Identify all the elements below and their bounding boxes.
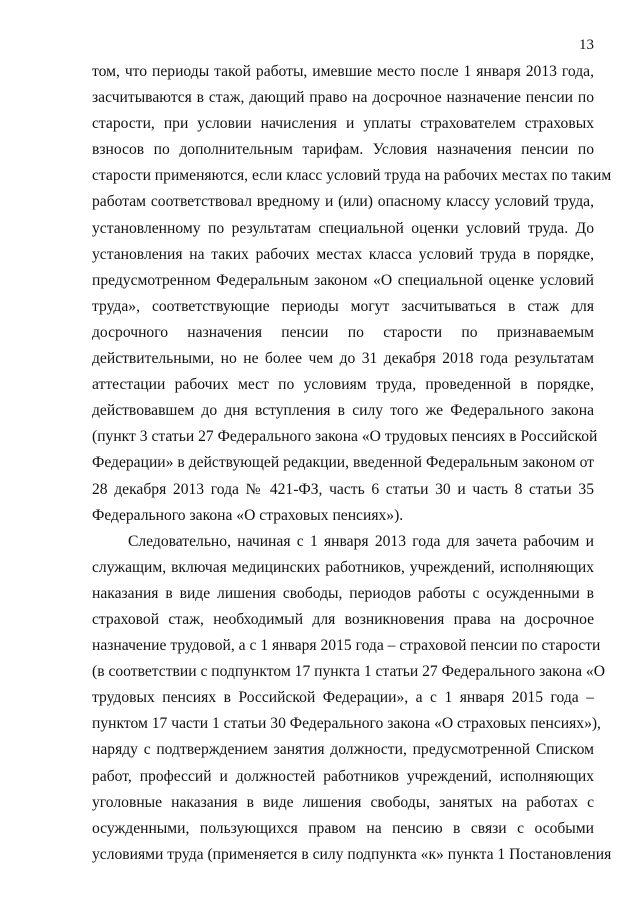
text-line: осужденными, пользующихся правом на пенсию в связи с особыми bbox=[92, 819, 594, 837]
text-line: страховой стаж, необходимый для возникновения права на досрочное bbox=[92, 610, 594, 628]
text-line: старости применяются, если класс условий труда на рабочих местах по таким bbox=[92, 167, 612, 185]
paragraph-first-line: Следовательно, начиная с 1 января 2013 года для зачета рабочим и bbox=[128, 532, 594, 550]
text-line: действительными, но не более чем до 31 декабря 2018 года результатам bbox=[92, 350, 594, 368]
text-line: пунктом 17 части 1 статьи 30 Федерального закона «О страховых пенсиях»), bbox=[92, 715, 601, 733]
text-line: предусмотренном Федеральным законом «О специальной оценке условий bbox=[92, 271, 594, 289]
text-line: наряду с подтверждением занятия должности, предусмотренной Списком bbox=[92, 741, 594, 759]
text-line: работам соответствовал вредному и (или) опасному классу условий труда, bbox=[92, 193, 594, 211]
text-line: действовавшем до дня вступления в силу того же Федерального закона bbox=[92, 402, 594, 420]
text-line: (пункт 3 статьи 27 Федерального закона «О трудовых пенсиях в Российской bbox=[92, 428, 598, 446]
text-line: аттестации рабочих мест по условиям труда, проведенной в порядке, bbox=[92, 376, 594, 394]
text-line: работ, профессий и должностей работников учреждений, исполняющих bbox=[92, 767, 594, 785]
text-line: труда», соответствующие периоды могут засчитываться в стаж для bbox=[92, 297, 594, 315]
text-line: засчитываются в стаж, дающий право на досрочное назначение пенсии по bbox=[92, 89, 594, 107]
text-line: трудовых пенсиях в Российской Федерации», а с 1 января 2015 года – bbox=[92, 689, 594, 707]
paragraph-end-line: Федерального закона «О страховых пенсиях»). bbox=[92, 506, 404, 524]
text-line: (в соответствии с подпунктом 17 пункта 1 статьи 27 Федерального закона «О bbox=[92, 663, 605, 681]
text-line: досрочного назначения пенсии по старости по признаваемым bbox=[92, 323, 594, 341]
text-line: 28 декабря 2013 года № 421-ФЗ, часть 6 статьи 30 и часть 8 статьи 35 bbox=[92, 480, 594, 498]
text-line: старости, при условии начисления и уплаты страхователем страховых bbox=[92, 115, 594, 133]
text-line: том, что периоды такой работы, имевшие место после 1 января 2013 года, bbox=[92, 63, 594, 80]
text-line: наказания в виде лишения свободы, периодов работы с осужденными в bbox=[92, 584, 594, 602]
text-line: уголовные наказания в виде лишения свободы, занятых на работах с bbox=[92, 793, 594, 811]
text-line: установления на таких рабочих местах класса условий труда в порядке, bbox=[92, 245, 594, 263]
body-text bbox=[92, 59, 612, 868]
text-line: Федерации» в действующей редакции, введенной Федеральным законом от bbox=[92, 454, 594, 472]
page-number: 13 bbox=[579, 37, 594, 53]
text-line: назначение трудовой, а с 1 января 2015 года – страховой пенсии по старости bbox=[92, 637, 601, 655]
text-line: условиями труда (применяется в силу подпункта «к» пункта 1 Постановления bbox=[92, 845, 612, 863]
text-line: служащим, включая медицинских работников, учреждений, исполняющих bbox=[92, 558, 594, 576]
text-line: взносов по дополнительным тарифам. Условия назначения пенсии по bbox=[92, 141, 594, 159]
text-line: установленному по результатам специальной оценки условий труда. До bbox=[92, 219, 594, 237]
